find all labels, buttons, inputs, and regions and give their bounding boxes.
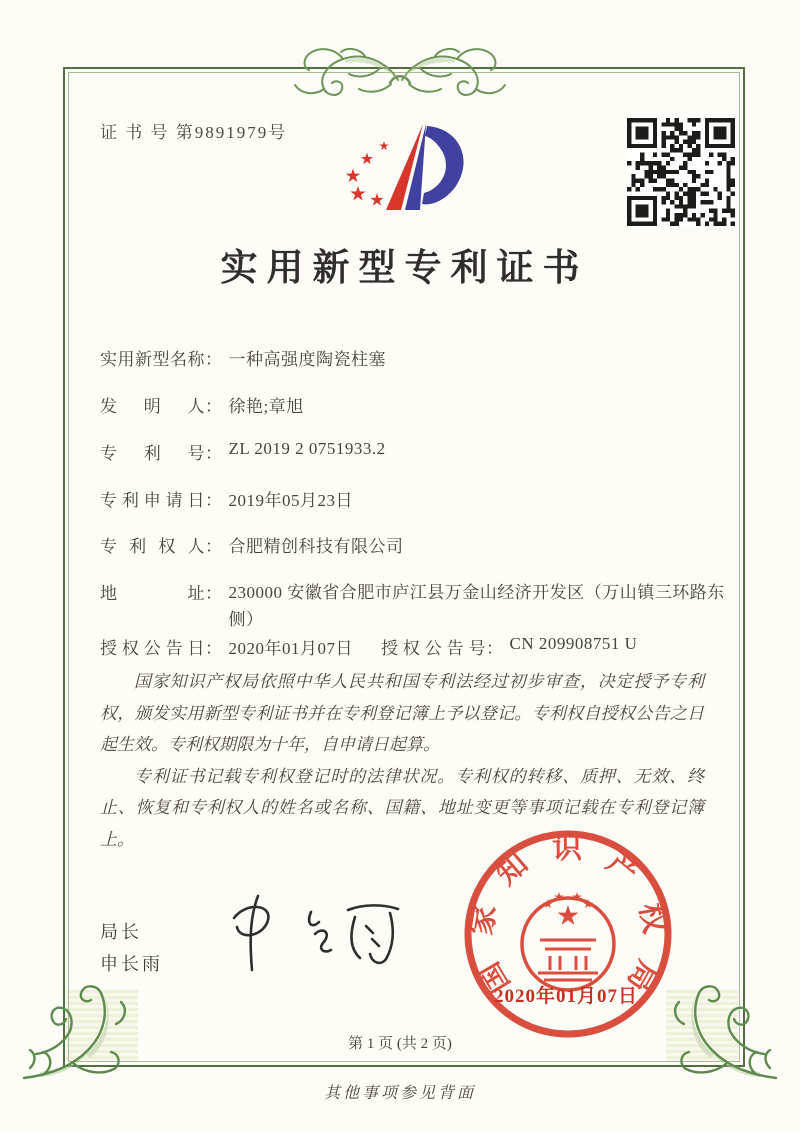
field-label: 专利号 <box>100 444 205 463</box>
field-value: 2019年05月23日 <box>228 491 353 510</box>
field-colon: ： <box>205 639 223 658</box>
national-emblem-icon <box>522 892 614 990</box>
field-row-grant <box>100 634 637 659</box>
field-colon: ： <box>205 537 223 556</box>
certificate-title: 实用新型专利证书 <box>220 248 589 289</box>
director-signature <box>218 886 418 981</box>
grant-date-value: 2020年01月07日 <box>228 639 353 658</box>
field-label: 专利申请日 <box>100 491 205 510</box>
field-label: 授权公告号 <box>381 639 486 658</box>
grant-number-value: CN 209908751 U <box>509 634 638 653</box>
field-label: 发明人 <box>100 397 205 416</box>
page-number: 第 1 页 (共 2 页) <box>348 1036 452 1052</box>
field-colon: ： <box>205 491 223 510</box>
back-side-note: 其他事项参见背面 <box>323 1085 476 1102</box>
cnipa-official-seal <box>462 828 674 1040</box>
field-colon: ： <box>205 350 223 369</box>
grant-number-group <box>381 634 637 659</box>
field-colon: ： <box>205 397 223 416</box>
field-row-address <box>100 579 729 633</box>
top-center-flourish-ornament <box>285 38 515 108</box>
field-row-inventor <box>100 392 304 417</box>
field-label: 授权公告日 <box>100 639 205 658</box>
certificate-number: 证 书 号 第9891979号 <box>100 123 288 142</box>
field-colon: ： <box>486 639 504 658</box>
seal-date: 2020年01月07日 <box>494 986 639 1007</box>
field-value: ZL 2019 2 0751933.2 <box>228 439 386 458</box>
bottom-left-flourish-ornament <box>16 982 146 1087</box>
field-row-utility-model-name <box>100 345 386 370</box>
field-label: 实用新型名称 <box>100 350 205 369</box>
signatory-title: 局长 <box>100 922 142 942</box>
field-colon: ： <box>205 584 223 603</box>
field-row-patentee <box>100 532 404 557</box>
field-label: 地址 <box>100 584 205 603</box>
field-value: 230000 安徽省合肥市庐江县万金山经济开发区（万山镇三环路东侧） <box>228 583 725 629</box>
legal-text-block <box>100 666 704 855</box>
field-label: 专利权人 <box>100 537 205 556</box>
cnipa-logo-icon <box>330 110 480 230</box>
field-row-patent-number <box>100 439 386 464</box>
field-value: 徐艳;章旭 <box>228 397 304 416</box>
signatory-name: 申长雨 <box>100 954 163 974</box>
seal-ring-text: 国家知识产权局 <box>464 831 672 999</box>
legal-paragraph-2: 专利证书记载专利权登记时的法律状况。专利权的转移、质押、无效、终止、恢复和专利权人的姓名或名称、国籍、地址变更等事项记载在专利登记簿上。 <box>100 766 704 849</box>
field-row-application-date <box>100 486 353 511</box>
field-value: 合肥精创科技有限公司 <box>228 537 404 556</box>
legal-paragraph-1: 国家知识产权局依照中华人民共和国专利法经过初步审查，决定授予专利权，颁发实用新型专利证书并在专利登记簿上予以登记。专利权自授权公告之日起生效。专利权期限为十年，自申请日起算。 <box>100 672 704 754</box>
qr-code <box>627 118 735 226</box>
field-colon: ： <box>205 444 223 463</box>
field-value: 一种高强度陶瓷柱塞 <box>228 350 386 369</box>
